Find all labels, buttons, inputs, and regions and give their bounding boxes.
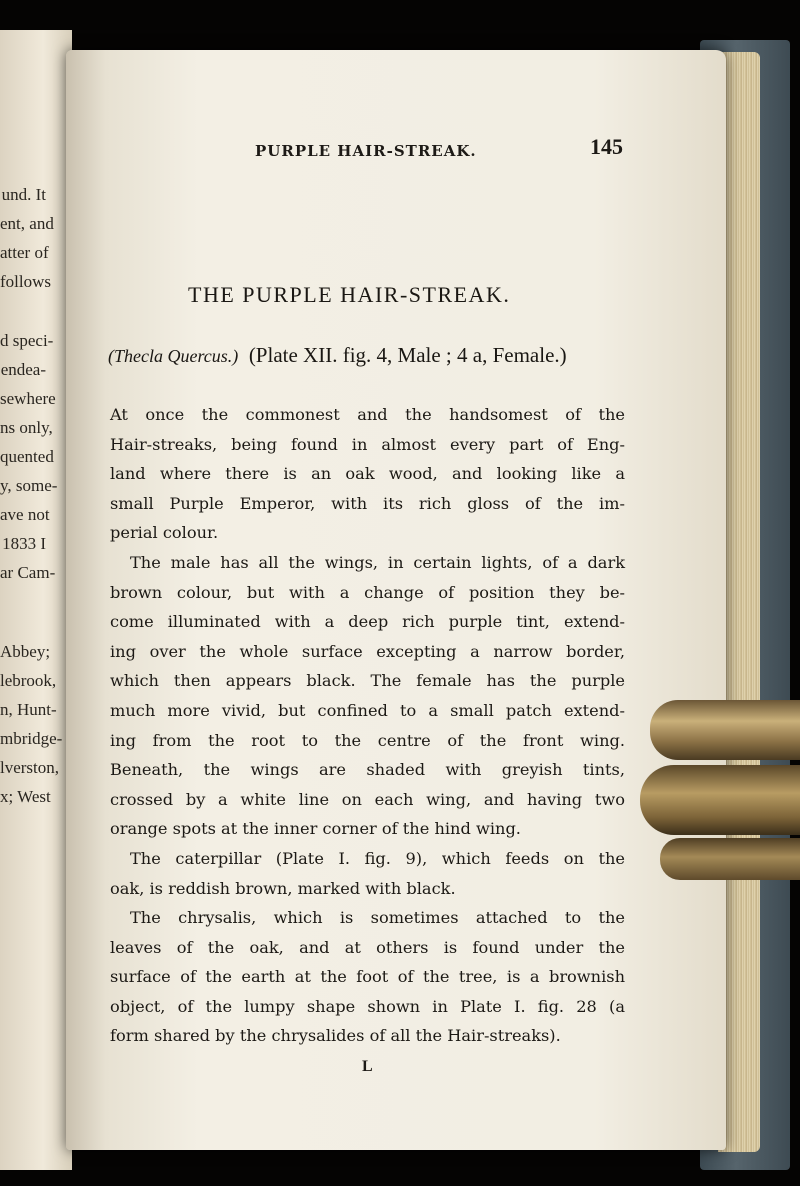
- left-line: atter of: [0, 243, 49, 262]
- body-line: Hair-streaks, being found in almost every part of Eng-: [110, 434, 625, 454]
- running-head: PURPLE HAIR-STREAK.: [255, 142, 477, 160]
- body-line: come illuminated with a deep rich purple tint, extend-: [110, 612, 625, 632]
- body-line: The caterpillar (Plate I. fig. 9), which feeds on the: [130, 848, 625, 868]
- body-line: ing over the whole surface excepting a narrow border,: [110, 641, 625, 661]
- left-line: mbridge-: [0, 729, 63, 748]
- body-line: orange spots at the inner corner of the hind wing.: [110, 819, 521, 839]
- body-line: leaves of the oak, and at others is found under the: [110, 937, 625, 957]
- left-line: lverston,: [0, 758, 60, 777]
- page-number: 145: [590, 134, 623, 159]
- body-line: brown colour, but with a change of position they be-: [110, 582, 625, 602]
- left-line: Abbey;: [0, 642, 51, 661]
- left-line: und. It: [1, 185, 46, 204]
- body-line: much more vivid, but confined to a small patch extend-: [110, 700, 625, 720]
- left-line: sewhere: [0, 389, 56, 408]
- bookstand-ornament: [660, 838, 800, 880]
- left-line: endea-: [0, 360, 46, 379]
- left-line: lebrook,: [0, 671, 57, 690]
- body-line: crossed by a white line on each wing, and having two: [110, 789, 625, 809]
- body-line: which then appears black. The female has the purple: [110, 671, 625, 691]
- body-line: At once the commonest and the handsomest of the: [110, 405, 625, 424]
- latin-name: (Thecla Quercus.): [108, 346, 239, 366]
- body-line: Beneath, the wings are shaded with greyish tints,: [110, 760, 625, 780]
- body-line: The chrysalis, which is sometimes attached to the: [130, 908, 625, 928]
- body-line: oak, is reddish brown, marked with black.: [110, 878, 456, 898]
- left-page: [0, 30, 72, 1170]
- body-line: land where there is an oak wood, and looking like a: [110, 464, 625, 484]
- species-subtitle: [108, 343, 628, 368]
- body-line: surface of the earth at the foot of the tree, is a brownish: [110, 967, 625, 987]
- left-line: ave not: [0, 505, 50, 524]
- body-text: [110, 400, 625, 1051]
- body-line: The male has all the wings, in certain lights, of a dark: [130, 552, 625, 572]
- left-line: x; West: [0, 787, 51, 806]
- chapter-title: THE PURPLE HAIR-STREAK.: [188, 282, 511, 307]
- left-line: ent, and: [0, 214, 54, 233]
- left-page-text: [0, 180, 72, 811]
- left-line: 1833 I: [2, 534, 46, 553]
- signature-mark: L: [362, 1058, 373, 1075]
- left-line: ar Cam-: [0, 563, 56, 582]
- left-line: n, Hunt-: [0, 700, 57, 719]
- body-line: perial colour.: [110, 523, 219, 543]
- body-line: object, of the lumpy shape shown in Plate I. fig. 28 (a: [110, 996, 625, 1016]
- left-line: y, some-: [0, 476, 58, 495]
- left-line: ns only,: [0, 418, 53, 437]
- bookstand-ornament: [640, 765, 800, 835]
- body-line: small Purple Emperor, with its rich gloss of the im-: [110, 493, 625, 513]
- left-line: quented: [0, 447, 54, 466]
- bookstand-ornament: [650, 700, 800, 760]
- left-line: follows: [0, 272, 51, 291]
- body-line: form shared by the chrysalides of all the Hair-streaks).: [110, 1026, 561, 1046]
- body-line: ing from the root to the centre of the front wing.: [110, 730, 625, 750]
- left-line: d speci-: [0, 331, 54, 350]
- plate-reference: (Plate XII. fig. 4, Male ; 4 a, Female.): [248, 343, 567, 367]
